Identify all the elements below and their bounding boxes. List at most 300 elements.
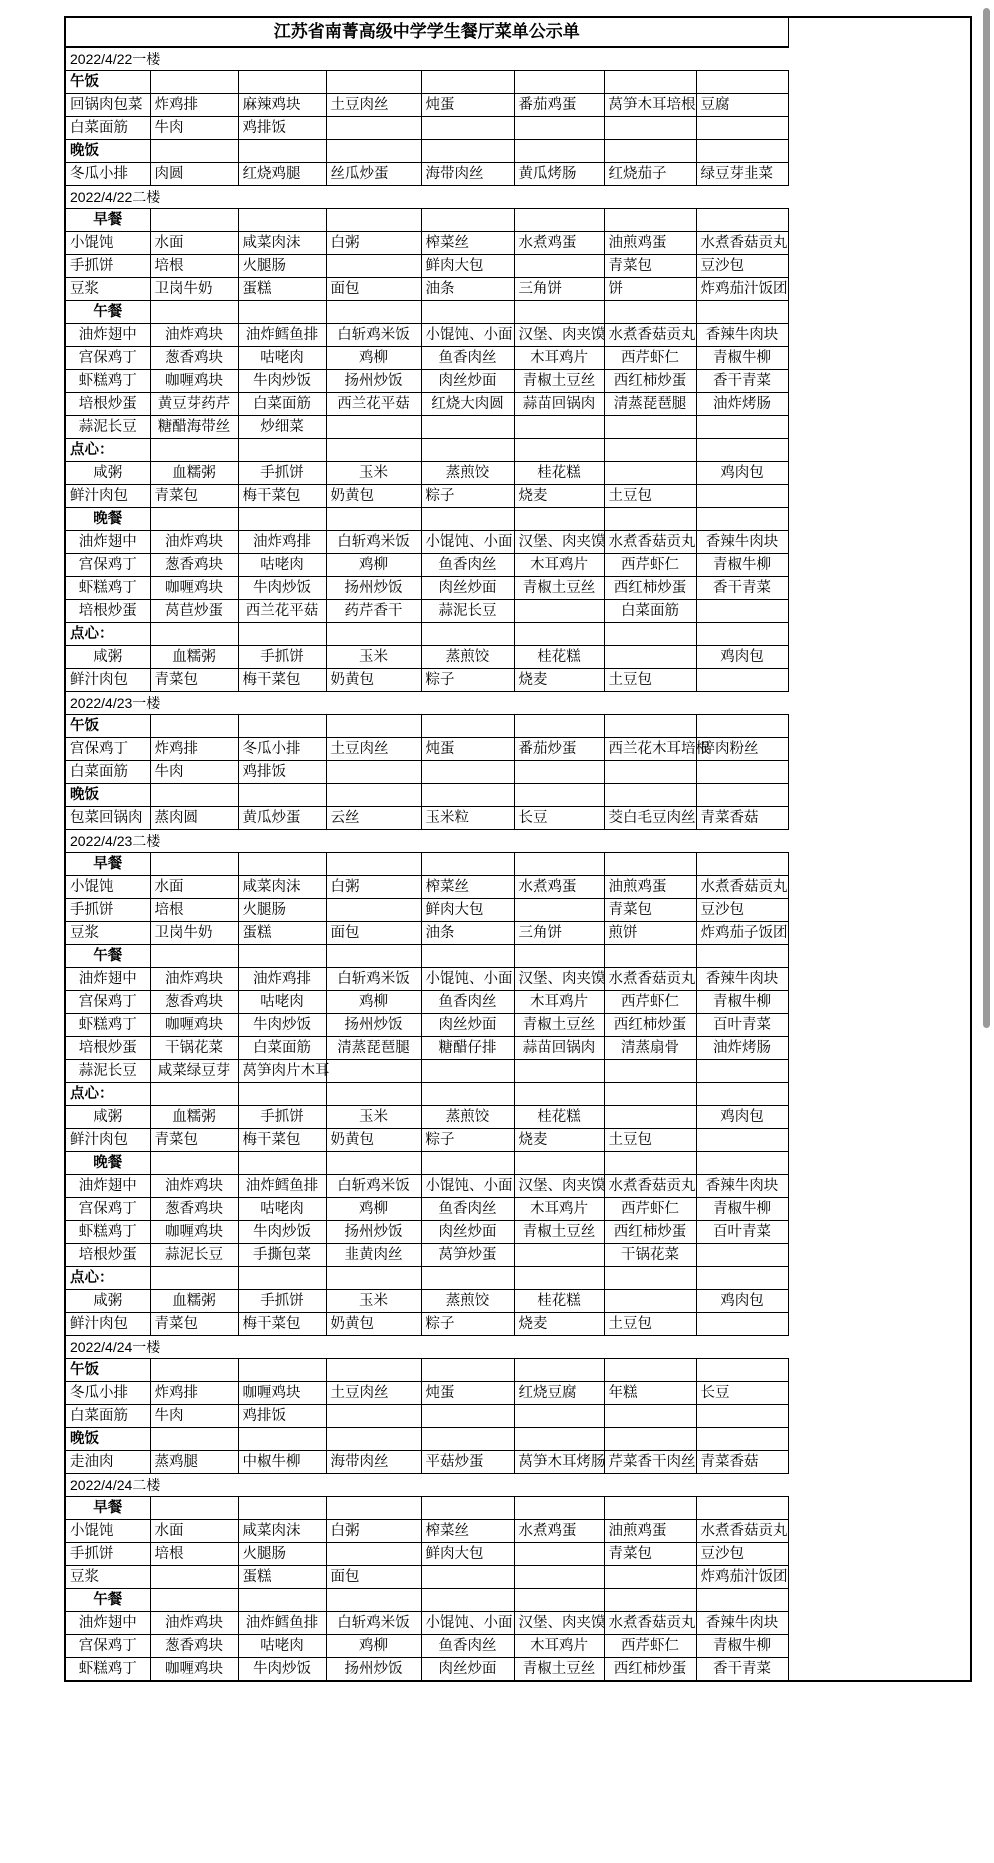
date-label: 2022/4/22一楼 — [65, 47, 788, 71]
empty-cell — [696, 209, 788, 232]
dish-cell: 梅干菜包 — [238, 1129, 326, 1152]
dish-cell: 香辣牛肉块 — [696, 324, 788, 347]
dish-cell: 水煮鸡蛋 — [514, 876, 604, 899]
dish-cell: 清蒸琵琶腿 — [326, 1037, 421, 1060]
empty-cell — [150, 1267, 238, 1290]
empty-cell — [238, 1428, 326, 1451]
dish-cell: 葱香鸡块 — [150, 1198, 238, 1221]
date-label: 2022/4/22二楼 — [65, 186, 788, 209]
empty-cell — [514, 1543, 604, 1566]
dish-cell: 水煮香菇贡丸 — [604, 531, 696, 554]
empty-cell — [238, 71, 326, 94]
date-row — [65, 186, 971, 209]
empty-cell — [604, 1290, 696, 1313]
dish-cell: 百叶青菜 — [696, 1014, 788, 1037]
scrollbar-thumb[interactable] — [983, 8, 990, 1028]
empty-cell — [326, 439, 421, 462]
empty-cell — [326, 117, 421, 140]
dish-cell: 油炸烤肠 — [696, 393, 788, 416]
empty-cell — [696, 1589, 788, 1612]
dish-cell: 白粥 — [326, 876, 421, 899]
empty-cell — [604, 462, 696, 485]
dish-cell: 水面 — [150, 1520, 238, 1543]
dish-cell: 豆浆 — [65, 1566, 150, 1589]
dish-cell: 冬瓜小排 — [65, 1382, 150, 1405]
dish-cell: 炸鸡茄汁饭团 — [696, 1566, 788, 1589]
dish-cell: 蒜苗回锅肉 — [514, 1037, 604, 1060]
empty-cell — [604, 209, 696, 232]
empty-cell — [421, 1060, 514, 1083]
dish-cell: 葱香鸡块 — [150, 554, 238, 577]
dish-cell: 鲜肉大包 — [421, 899, 514, 922]
meal-heading-row — [65, 1589, 971, 1612]
empty-cell — [150, 784, 238, 807]
empty-cell — [696, 1083, 788, 1106]
dish-cell: 汉堡、肉夹馍 — [514, 968, 604, 991]
empty-cell — [421, 1359, 514, 1382]
meal-heading: 早餐 — [65, 209, 150, 232]
table-row — [65, 646, 971, 669]
table-row — [65, 1244, 971, 1267]
dish-cell: 西兰花平菇 — [238, 600, 326, 623]
empty-cell — [238, 508, 326, 531]
meal-heading-row — [65, 1267, 971, 1290]
table-row — [65, 738, 971, 761]
dish-cell: 鸡排饭 — [238, 761, 326, 784]
empty-cell — [150, 1083, 238, 1106]
table-row — [65, 1566, 971, 1589]
empty-cell — [326, 1405, 421, 1428]
empty-cell — [514, 508, 604, 531]
empty-cell — [514, 600, 604, 623]
dish-cell: 牛肉炒饭 — [238, 577, 326, 600]
empty-cell — [326, 715, 421, 738]
dish-cell: 肉丝炒面 — [421, 577, 514, 600]
dish-cell: 牛肉 — [150, 1405, 238, 1428]
empty-cell — [150, 853, 238, 876]
empty-cell — [604, 1359, 696, 1382]
empty-cell — [604, 853, 696, 876]
dish-cell: 西兰花平菇 — [326, 393, 421, 416]
dish-cell: 白菜面筋 — [238, 393, 326, 416]
empty-cell — [604, 623, 696, 646]
empty-cell — [696, 761, 788, 784]
table-row — [65, 163, 971, 186]
dish-cell: 桂花糕 — [514, 1290, 604, 1313]
empty-cell — [238, 784, 326, 807]
dish-cell: 葱香鸡块 — [150, 347, 238, 370]
dish-cell: 年糕 — [604, 1382, 696, 1405]
dish-cell: 牛肉炒饭 — [238, 1221, 326, 1244]
dish-cell: 芹菜香干肉丝 — [604, 1451, 696, 1474]
dish-cell: 红烧鸡腿 — [238, 163, 326, 186]
empty-cell — [514, 255, 604, 278]
dish-cell: 咸菜绿豆芽 — [150, 1060, 238, 1083]
dish-cell: 梅干菜包 — [238, 1313, 326, 1336]
empty-cell — [696, 1428, 788, 1451]
table-row — [65, 1198, 971, 1221]
dish-cell: 鲜汁肉包 — [65, 669, 150, 692]
meal-heading-row — [65, 439, 971, 462]
empty-cell — [604, 416, 696, 439]
empty-cell — [326, 301, 421, 324]
meal-heading: 午餐 — [65, 945, 150, 968]
dish-cell: 丝瓜炒蛋 — [326, 163, 421, 186]
meal-heading-row — [65, 715, 971, 738]
table-row — [65, 324, 971, 347]
dish-cell: 虾糕鸡丁 — [65, 370, 150, 393]
dish-cell: 血糯粥 — [150, 462, 238, 485]
dish-cell: 青椒土豆丝 — [514, 370, 604, 393]
empty-cell — [326, 508, 421, 531]
dish-cell: 三角饼 — [514, 922, 604, 945]
empty-cell — [238, 209, 326, 232]
empty-cell — [604, 1428, 696, 1451]
date-row — [65, 692, 971, 715]
dish-cell: 莴笋木耳培根 — [604, 94, 696, 117]
dish-cell: 炸鸡茄子饭团 — [696, 922, 788, 945]
empty-cell — [150, 945, 238, 968]
empty-cell — [514, 1060, 604, 1083]
dish-cell: 肉丝炒面 — [421, 370, 514, 393]
dish-cell: 手撕包菜 — [238, 1244, 326, 1267]
empty-cell — [514, 1359, 604, 1382]
meal-heading-row — [65, 301, 971, 324]
dish-cell: 青菜包 — [604, 1543, 696, 1566]
empty-cell — [238, 853, 326, 876]
table-row — [65, 1014, 971, 1037]
dish-cell: 水煮香菇贡丸 — [604, 968, 696, 991]
empty-cell — [326, 140, 421, 163]
dish-cell: 中椒牛柳 — [238, 1451, 326, 1474]
dish-cell: 粽子 — [421, 485, 514, 508]
dish-cell: 咖喱鸡块 — [150, 577, 238, 600]
dish-cell: 黄瓜烤肠 — [514, 163, 604, 186]
dish-cell: 牛肉 — [150, 117, 238, 140]
empty-cell — [326, 1543, 421, 1566]
dish-cell: 麻辣鸡块 — [238, 94, 326, 117]
meal-heading: 午餐 — [65, 1589, 150, 1612]
table-row — [65, 991, 971, 1014]
dish-cell: 回锅肉包菜 — [65, 94, 150, 117]
empty-cell — [604, 1267, 696, 1290]
date-label: 2022/4/23一楼 — [65, 692, 788, 715]
meal-heading: 点心： — [65, 1083, 150, 1106]
empty-cell — [421, 1566, 514, 1589]
dish-cell: 水面 — [150, 232, 238, 255]
meal-heading-row — [65, 209, 971, 232]
empty-cell — [421, 853, 514, 876]
dish-cell: 白粥 — [326, 232, 421, 255]
empty-cell — [696, 853, 788, 876]
empty-cell — [514, 715, 604, 738]
dish-cell: 白斩鸡米饭 — [326, 968, 421, 991]
empty-cell — [514, 209, 604, 232]
dish-cell: 青椒土豆丝 — [514, 577, 604, 600]
dish-cell: 玉米粒 — [421, 807, 514, 830]
meal-heading: 点心： — [65, 439, 150, 462]
dish-cell: 手抓饼 — [238, 462, 326, 485]
dish-cell: 鸡柳 — [326, 1198, 421, 1221]
dish-cell: 桂花糕 — [514, 646, 604, 669]
empty-cell — [326, 1497, 421, 1520]
dish-cell: 葱香鸡块 — [150, 1635, 238, 1658]
dish-cell: 小馄饨、小面 — [421, 531, 514, 554]
dish-cell: 蒜苗回锅肉 — [514, 393, 604, 416]
dish-cell: 小馄饨、小面 — [421, 1175, 514, 1198]
dish-cell: 培根 — [150, 899, 238, 922]
meal-heading: 点心： — [65, 1267, 150, 1290]
title-row — [65, 17, 971, 47]
dish-cell: 鱼香肉丝 — [421, 554, 514, 577]
empty-cell — [421, 761, 514, 784]
dish-cell: 奶黄包 — [326, 1313, 421, 1336]
dish-cell: 汉堡、肉夹馍 — [514, 1612, 604, 1635]
dish-cell: 三角饼 — [514, 278, 604, 301]
empty-cell — [696, 945, 788, 968]
dish-cell: 白斩鸡米饭 — [326, 531, 421, 554]
dish-cell: 小馄饨、小面 — [421, 1612, 514, 1635]
dish-cell: 咖喱鸡块 — [150, 1014, 238, 1037]
dish-cell: 香辣牛肉块 — [696, 968, 788, 991]
dish-cell: 粽子 — [421, 1129, 514, 1152]
dish-cell: 手抓饼 — [65, 255, 150, 278]
empty-cell — [604, 1589, 696, 1612]
dish-cell: 培根炒蛋 — [65, 393, 150, 416]
empty-cell — [326, 1060, 421, 1083]
empty-cell — [604, 1083, 696, 1106]
dish-cell: 西芹虾仁 — [604, 991, 696, 1014]
empty-cell — [326, 416, 421, 439]
table-row — [65, 1129, 971, 1152]
dish-cell: 青椒土豆丝 — [514, 1221, 604, 1244]
dish-cell: 油炸翅中 — [65, 1612, 150, 1635]
dish-cell: 青菜包 — [150, 1313, 238, 1336]
empty-cell — [604, 140, 696, 163]
empty-cell — [696, 600, 788, 623]
empty-cell — [696, 1313, 788, 1336]
empty-cell — [696, 1152, 788, 1175]
table-row — [65, 255, 971, 278]
dish-cell: 鸡排饭 — [238, 117, 326, 140]
empty-cell — [238, 623, 326, 646]
dish-cell: 肉丝炒面 — [421, 1014, 514, 1037]
empty-cell — [604, 1152, 696, 1175]
empty-cell — [696, 1060, 788, 1083]
dish-cell: 手抓饼 — [65, 1543, 150, 1566]
empty-cell — [604, 508, 696, 531]
empty-cell — [421, 715, 514, 738]
dish-cell: 土豆包 — [604, 1313, 696, 1336]
meal-heading-row — [65, 140, 971, 163]
empty-cell — [238, 439, 326, 462]
dish-cell: 卫岗牛奶 — [150, 278, 238, 301]
dish-cell: 油炸翅中 — [65, 324, 150, 347]
meal-heading-row — [65, 1497, 971, 1520]
dish-cell: 宫保鸡丁 — [65, 991, 150, 1014]
dish-cell: 油炸翅中 — [65, 1175, 150, 1198]
empty-cell — [514, 1566, 604, 1589]
empty-cell — [326, 853, 421, 876]
empty-cell — [238, 1589, 326, 1612]
dish-cell: 西红柿炒蛋 — [604, 1014, 696, 1037]
dish-cell: 蛋糕 — [238, 1566, 326, 1589]
empty-cell — [150, 1589, 238, 1612]
dish-cell: 炖蛋 — [421, 1382, 514, 1405]
dish-cell: 木耳鸡片 — [514, 347, 604, 370]
empty-cell — [696, 1267, 788, 1290]
dish-cell: 奶黄包 — [326, 1129, 421, 1152]
dish-cell: 水煮香菇贡丸 — [696, 1520, 788, 1543]
table-row — [65, 1658, 971, 1682]
dish-cell: 玉米 — [326, 462, 421, 485]
dish-cell: 宫保鸡丁 — [65, 1198, 150, 1221]
dish-cell: 青菜包 — [604, 899, 696, 922]
dish-cell: 黄豆芽药芹 — [150, 393, 238, 416]
dish-cell: 饼 — [604, 278, 696, 301]
dish-cell: 茭白毛豆肉丝 — [604, 807, 696, 830]
dish-cell: 香辣牛肉块 — [696, 1612, 788, 1635]
dish-cell: 蒜泥长豆 — [65, 416, 150, 439]
dish-cell: 长豆 — [696, 1382, 788, 1405]
empty-cell — [604, 715, 696, 738]
dish-cell: 白斩鸡米饭 — [326, 1175, 421, 1198]
dish-cell: 粽子 — [421, 669, 514, 692]
dish-cell: 鱼香肉丝 — [421, 347, 514, 370]
table-row — [65, 462, 971, 485]
dish-cell: 平菇炒蛋 — [421, 1451, 514, 1474]
dish-cell: 西红柿炒蛋 — [604, 370, 696, 393]
dish-cell: 桂花糕 — [514, 1106, 604, 1129]
empty-cell — [696, 1405, 788, 1428]
empty-cell — [604, 646, 696, 669]
dish-cell: 咖喱鸡块 — [150, 370, 238, 393]
meal-heading-row — [65, 853, 971, 876]
table-row — [65, 968, 971, 991]
dish-cell: 水煮鸡蛋 — [514, 1520, 604, 1543]
dish-cell: 蛋糕 — [238, 922, 326, 945]
dish-cell: 香辣牛肉块 — [696, 1175, 788, 1198]
empty-cell — [238, 301, 326, 324]
empty-cell — [696, 71, 788, 94]
dish-cell: 冬瓜小排 — [65, 163, 150, 186]
dish-cell: 肉丝炒面 — [421, 1221, 514, 1244]
empty-cell — [421, 209, 514, 232]
dish-cell: 白菜面筋 — [65, 761, 150, 784]
dish-cell: 玉米 — [326, 1290, 421, 1313]
dish-cell: 火腿肠 — [238, 1543, 326, 1566]
empty-cell — [238, 1359, 326, 1382]
dish-cell: 水煮香菇贡丸 — [604, 1175, 696, 1198]
empty-cell — [604, 1566, 696, 1589]
empty-cell — [150, 209, 238, 232]
table-row — [65, 278, 971, 301]
dish-cell: 白菜面筋 — [238, 1037, 326, 1060]
dish-cell: 蒸煎饺 — [421, 1290, 514, 1313]
meal-heading: 晚饭 — [65, 784, 150, 807]
dish-cell: 鱼香肉丝 — [421, 1198, 514, 1221]
dish-cell: 鸡肉包 — [696, 462, 788, 485]
table-row — [65, 876, 971, 899]
empty-cell — [326, 1267, 421, 1290]
dish-cell: 青椒牛柳 — [696, 1635, 788, 1658]
table-row — [65, 1635, 971, 1658]
dish-cell: 烧麦 — [514, 1313, 604, 1336]
empty-cell — [326, 255, 421, 278]
table-row — [65, 1520, 971, 1543]
dish-cell: 莴笋炒蛋 — [421, 1244, 514, 1267]
empty-cell — [150, 623, 238, 646]
meal-heading-row — [65, 1359, 971, 1382]
dish-cell: 青椒牛柳 — [696, 991, 788, 1014]
dish-cell: 木耳鸡片 — [514, 1635, 604, 1658]
empty-cell — [150, 439, 238, 462]
dish-cell: 豆浆 — [65, 278, 150, 301]
dish-cell: 咸菜肉沫 — [238, 876, 326, 899]
dish-cell: 小馄饨、小面 — [421, 324, 514, 347]
dish-cell: 炸鸡排 — [150, 738, 238, 761]
empty-cell — [150, 508, 238, 531]
empty-cell — [421, 508, 514, 531]
dish-cell: 卫岗牛奶 — [150, 922, 238, 945]
empty-cell — [150, 715, 238, 738]
dish-cell: 培根 — [150, 1543, 238, 1566]
table-row — [65, 1106, 971, 1129]
dish-cell: 莴笋木耳烤肠 — [514, 1451, 604, 1474]
dish-cell: 鸡柳 — [326, 991, 421, 1014]
table-row — [65, 531, 971, 554]
dish-cell: 鱼香肉丝 — [421, 1635, 514, 1658]
dish-cell: 培根 — [150, 255, 238, 278]
empty-cell — [421, 140, 514, 163]
dish-cell: 西芹虾仁 — [604, 1198, 696, 1221]
table-row — [65, 922, 971, 945]
dish-cell: 糖醋海带丝 — [150, 416, 238, 439]
meal-heading: 午饭 — [65, 1359, 150, 1382]
table-row — [65, 393, 971, 416]
empty-cell — [514, 1244, 604, 1267]
empty-cell — [150, 1497, 238, 1520]
empty-cell — [604, 117, 696, 140]
empty-cell — [514, 945, 604, 968]
dish-cell: 青菜包 — [150, 1129, 238, 1152]
empty-cell — [238, 715, 326, 738]
dish-cell: 蒸肉圆 — [150, 807, 238, 830]
meal-heading: 晚餐 — [65, 1152, 150, 1175]
empty-cell — [696, 301, 788, 324]
dish-cell: 油炸翅中 — [65, 531, 150, 554]
dish-cell: 牛肉 — [150, 761, 238, 784]
meal-heading-row — [65, 1152, 971, 1175]
dish-cell: 蒸煎饺 — [421, 462, 514, 485]
dish-cell: 鲜肉大包 — [421, 1543, 514, 1566]
dish-cell: 西芹虾仁 — [604, 554, 696, 577]
dish-cell: 青菜香菇 — [696, 807, 788, 830]
dish-cell: 番茄鸡蛋 — [514, 94, 604, 117]
meal-heading-row — [65, 623, 971, 646]
dish-cell: 药芹香干 — [326, 600, 421, 623]
empty-cell — [696, 715, 788, 738]
empty-cell — [150, 140, 238, 163]
table-row — [65, 1175, 971, 1198]
dish-cell: 蒸煎饺 — [421, 646, 514, 669]
dish-cell: 土豆包 — [604, 1129, 696, 1152]
empty-cell — [514, 439, 604, 462]
empty-cell — [238, 945, 326, 968]
dish-cell: 培根炒蛋 — [65, 600, 150, 623]
dish-cell: 豆腐 — [696, 94, 788, 117]
meal-heading-row — [65, 71, 971, 94]
